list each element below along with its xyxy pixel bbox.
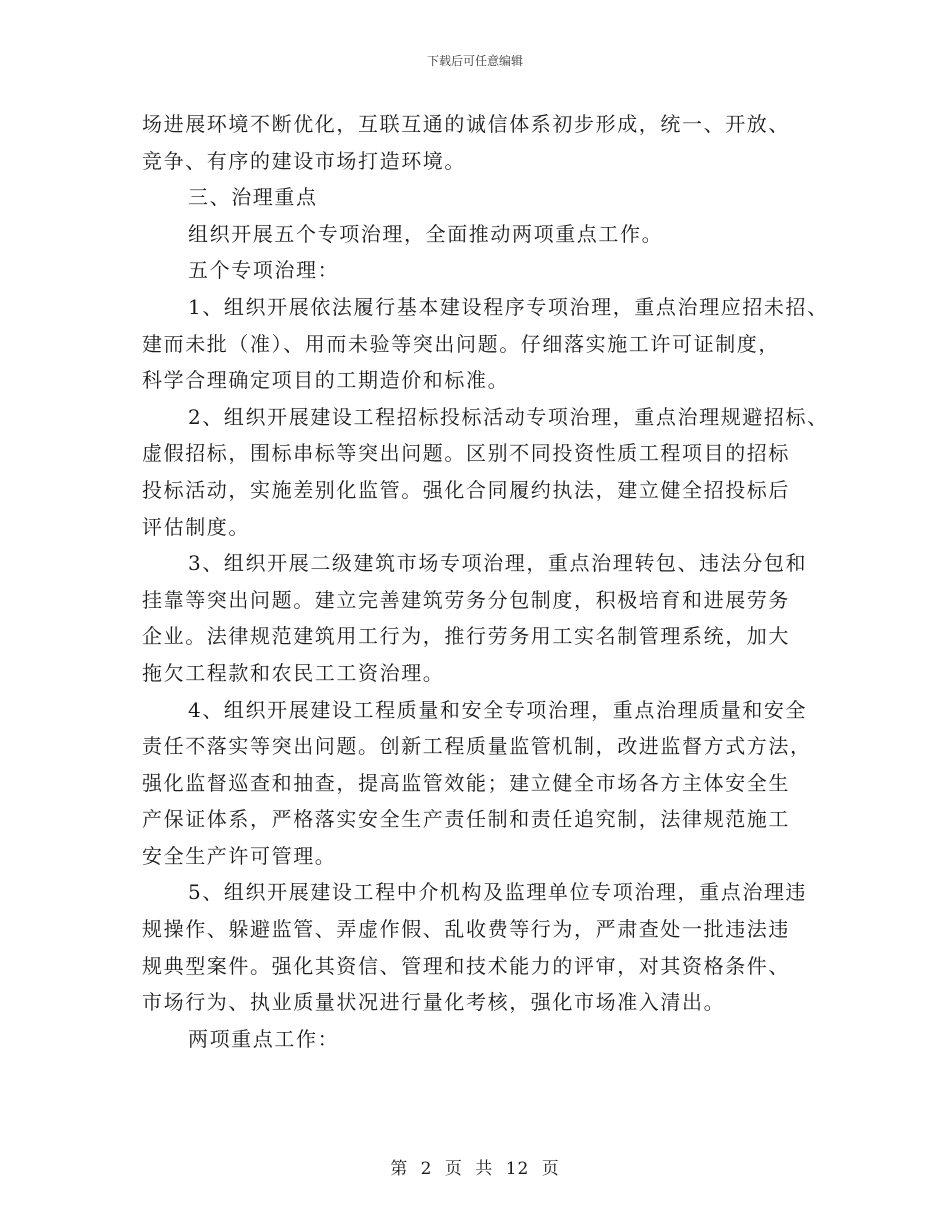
page-header-watermark: 下载后可任意编辑 (426, 54, 523, 68)
text-line: 2、组织开展建设工程招标投标活动专项治理，重点治理规避招标、 (188, 404, 829, 429)
document-body (142, 106, 832, 1057)
text-line: 竞争、有序的建设市场打造环境。 (142, 148, 466, 173)
text-line: 评估制度。 (142, 514, 250, 539)
text-line: 拖欠工程款和农民工工资治理。 (142, 660, 445, 685)
text-line: 安全生产许可管理。 (142, 843, 337, 868)
text-line: 两项重点工作： (188, 1026, 340, 1051)
text-line: 场进展环境不断优化，互联互通的诚信体系初步形成，统一、开放、 (142, 112, 790, 136)
text-line: 强化监督巡查和抽查，提高监管效能；建立健全市场各方主体安全生 (142, 770, 790, 795)
text-line: 建而未批（准）、用而未验等突出问题。仔细落实施工许可证制度， (142, 331, 780, 356)
text-line: 五个专项治理： (188, 258, 340, 283)
text-line: 4、组织开展建设工程质量和安全专项治理，重点治理质量和安全 (188, 697, 808, 722)
text-line: 规操作、躲避监管、弄虚作假、乱收费等行为，严肃查处一批违法违 (142, 917, 790, 942)
text-line: 科学合理确定项目的工期造价和标准。 (142, 368, 510, 393)
text-line: 挂靠等突出问题。建立完善建筑劳务分包制度，积极培育和进展劳务 (142, 587, 790, 612)
text-line: 规典型案件。强化其资信、管理和技术能力的评审，对其资格条件、 (142, 953, 790, 978)
text-line: 市场行为、执业质量状况进行量化考核，强化市场准入清出。 (142, 990, 726, 1015)
text-line: 组织开展五个专项治理，全面推动两项重点工作。 (188, 221, 664, 246)
text-line: 责任不落实等突出问题。创新工程质量监管机制，改进监督方式方法， (142, 734, 812, 759)
text-line: 虚假招标，围标串标等突出问题。区别不同投资性质工程项目的招标 (142, 441, 790, 466)
page-number-footer: 第 2 页 共 12 页 (390, 1159, 560, 1179)
text-line: 3、组织开展二级建筑市场专项治理，重点治理转包、违法分包和 (188, 551, 808, 576)
text-line: 投标活动，实施差别化监管。强化合同履约执法，建立健全招投标后 (142, 477, 790, 502)
text-line: 产保证体系，严格落实安全生产责任制和责任追究制，法律规范施工 (142, 807, 790, 832)
text-line: 1、组织开展依法履行基本建设程序专项治理，重点治理应招未招、 (188, 294, 829, 319)
text-line: 企业。法律规范建筑用工行为，推行劳务用工实名制管理系统，加大 (142, 624, 790, 649)
text-line: 5、组织开展建设工程中介机构及监理单位专项治理，重点治理违 (188, 880, 808, 905)
text-line: 三、治理重点 (188, 185, 318, 210)
